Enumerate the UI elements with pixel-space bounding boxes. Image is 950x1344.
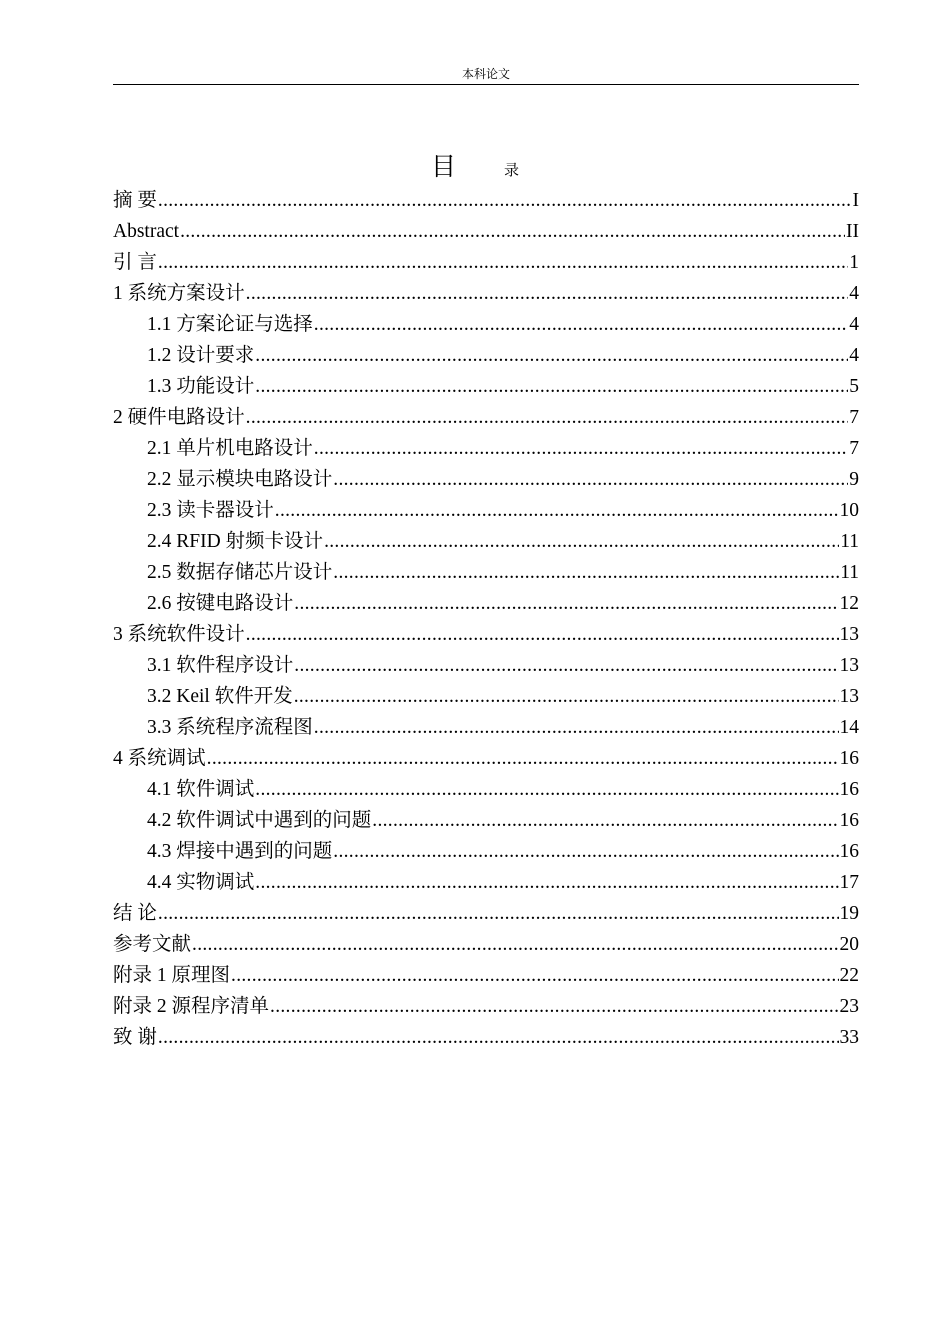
toc-dot-leader bbox=[314, 433, 848, 464]
toc-entry[interactable] bbox=[113, 402, 859, 433]
toc-entry[interactable] bbox=[113, 340, 859, 371]
toc-entry-page-number: 16 bbox=[839, 748, 859, 769]
toc-title-sub: 录 bbox=[504, 163, 520, 179]
toc-dot-leader bbox=[314, 309, 848, 340]
toc-entry-label: 2 硬件电路设计 bbox=[113, 407, 245, 428]
toc-entry-label: 2.2 显示模块电路设计 bbox=[147, 469, 333, 490]
toc-entry-page-number: 12 bbox=[839, 593, 859, 614]
toc-dot-leader bbox=[246, 278, 849, 309]
toc-entry-label: 3.2 Keil 软件开发 bbox=[147, 686, 293, 707]
toc-entry-page-number: 22 bbox=[839, 965, 859, 986]
toc-entry-page-number: I bbox=[852, 190, 859, 211]
toc-entry[interactable] bbox=[113, 960, 859, 991]
toc-entry[interactable] bbox=[113, 619, 859, 650]
toc-dot-leader bbox=[333, 836, 838, 867]
toc-entry-label: 2.5 数据存储芯片设计 bbox=[147, 562, 333, 583]
toc-dot-leader bbox=[207, 743, 839, 774]
toc-entry-label: 结 论 bbox=[113, 903, 157, 924]
toc-entry-page-number: 4 bbox=[849, 345, 859, 366]
toc-entry[interactable] bbox=[113, 743, 859, 774]
toc-entry-label: 1.3 功能设计 bbox=[147, 376, 255, 397]
toc-entry-page-number: 19 bbox=[839, 903, 859, 924]
toc-entry-label: 2.6 按键电路设计 bbox=[147, 593, 294, 614]
toc-entry[interactable] bbox=[113, 247, 859, 278]
toc-dot-leader bbox=[333, 557, 839, 588]
toc-dot-leader bbox=[294, 650, 838, 681]
toc-entry[interactable] bbox=[113, 464, 859, 495]
toc-dot-leader bbox=[158, 247, 848, 278]
toc-entry-label: 3 系统软件设计 bbox=[113, 624, 245, 645]
page-header bbox=[113, 66, 859, 85]
toc-entry-page-number: 10 bbox=[839, 500, 859, 521]
toc-dot-leader bbox=[158, 898, 839, 929]
toc-entry[interactable] bbox=[113, 557, 859, 588]
toc-entry-label: 4.2 软件调试中遇到的问题 bbox=[147, 810, 372, 831]
toc-entry[interactable] bbox=[113, 309, 859, 340]
toc-entry[interactable] bbox=[113, 991, 859, 1022]
toc-title bbox=[0, 152, 950, 187]
toc-entry-label: 4.1 软件调试 bbox=[147, 779, 255, 800]
table-of-contents bbox=[113, 185, 859, 1053]
toc-entry-page-number: 13 bbox=[839, 655, 859, 676]
toc-entry[interactable] bbox=[113, 1022, 859, 1053]
toc-entry-page-number: 33 bbox=[839, 1027, 859, 1048]
toc-entry-page-number: 9 bbox=[849, 469, 859, 490]
toc-entry-label: 4.3 焊接中遇到的问题 bbox=[147, 841, 333, 862]
toc-dot-leader bbox=[314, 712, 839, 743]
toc-entry[interactable] bbox=[113, 929, 859, 960]
toc-dot-leader bbox=[372, 805, 838, 836]
toc-entry-page-number: 20 bbox=[839, 934, 859, 955]
toc-title-main: 目 bbox=[430, 154, 456, 181]
toc-entry[interactable] bbox=[113, 185, 859, 216]
toc-entry-label: 参考文献 bbox=[113, 934, 192, 955]
toc-entry-label: 1.2 设计要求 bbox=[147, 345, 255, 366]
toc-entry-label: 2.4 RFID 射频卡设计 bbox=[147, 531, 324, 552]
toc-entry[interactable] bbox=[113, 681, 859, 712]
toc-dot-leader bbox=[246, 402, 849, 433]
toc-entry-page-number: 16 bbox=[839, 779, 859, 800]
toc-dot-leader bbox=[294, 588, 838, 619]
toc-dot-leader bbox=[231, 960, 838, 991]
toc-entry[interactable] bbox=[113, 836, 859, 867]
toc-dot-leader bbox=[324, 526, 839, 557]
toc-dot-leader bbox=[270, 991, 838, 1022]
toc-entry-label: 4.4 实物调试 bbox=[147, 872, 255, 893]
toc-entry-page-number: 16 bbox=[839, 841, 859, 862]
toc-entry-page-number: 5 bbox=[849, 376, 859, 397]
toc-entry-label: Abstract bbox=[113, 221, 180, 242]
toc-entry[interactable] bbox=[113, 433, 859, 464]
toc-entry[interactable] bbox=[113, 371, 859, 402]
toc-entry-page-number: 11 bbox=[840, 531, 859, 552]
toc-entry[interactable] bbox=[113, 774, 859, 805]
toc-entry-label: 致 谢 bbox=[113, 1027, 157, 1048]
toc-entry-label: 3.1 软件程序设计 bbox=[147, 655, 294, 676]
toc-dot-leader bbox=[180, 216, 845, 247]
toc-dot-leader bbox=[333, 464, 848, 495]
toc-entry-label: 引 言 bbox=[113, 252, 157, 273]
toc-entry[interactable] bbox=[113, 712, 859, 743]
toc-dot-leader bbox=[255, 340, 848, 371]
toc-entry-page-number: 13 bbox=[839, 686, 859, 707]
toc-entry[interactable] bbox=[113, 650, 859, 681]
toc-entry-label: 1.1 方案论证与选择 bbox=[147, 314, 313, 335]
toc-entry-page-number: 23 bbox=[839, 996, 859, 1017]
toc-entry-label: 1 系统方案设计 bbox=[113, 283, 245, 304]
toc-entry-label: 3.3 系统程序流程图 bbox=[147, 717, 313, 738]
toc-entry-page-number: 13 bbox=[839, 624, 859, 645]
toc-dot-leader bbox=[255, 867, 838, 898]
toc-entry[interactable] bbox=[113, 805, 859, 836]
toc-dot-leader bbox=[275, 495, 839, 526]
toc-entry[interactable] bbox=[113, 898, 859, 929]
toc-entry-page-number: II bbox=[846, 221, 859, 242]
toc-dot-leader bbox=[158, 185, 852, 216]
toc-entry[interactable] bbox=[113, 278, 859, 309]
toc-entry-page-number: 7 bbox=[849, 407, 859, 428]
toc-entry-page-number: 7 bbox=[849, 438, 859, 459]
toc-entry-label: 2.3 读卡器设计 bbox=[147, 500, 274, 521]
running-title: 本科论文 bbox=[461, 67, 510, 81]
toc-entry-page-number: 1 bbox=[849, 252, 859, 273]
toc-entry-label: 4 系统调试 bbox=[113, 748, 206, 769]
toc-entry-label: 附录 2 源程序清单 bbox=[113, 996, 270, 1017]
toc-entry-label: 附录 1 原理图 bbox=[113, 965, 231, 986]
toc-dot-leader bbox=[192, 929, 838, 960]
toc-entry[interactable] bbox=[113, 867, 859, 898]
toc-dot-leader bbox=[158, 1022, 839, 1053]
toc-entry[interactable] bbox=[113, 216, 859, 247]
toc-dot-leader bbox=[246, 619, 839, 650]
toc-entry-page-number: 16 bbox=[839, 810, 859, 831]
toc-dot-leader bbox=[294, 681, 839, 712]
toc-entry-page-number: 17 bbox=[839, 872, 859, 893]
toc-entry-label: 2.1 单片机电路设计 bbox=[147, 438, 313, 459]
toc-dot-leader bbox=[255, 774, 838, 805]
toc-entry-page-number: 14 bbox=[839, 717, 859, 738]
toc-entry[interactable] bbox=[113, 588, 859, 619]
toc-entry[interactable] bbox=[113, 495, 859, 526]
toc-entry-page-number: 4 bbox=[849, 283, 859, 304]
toc-dot-leader bbox=[255, 371, 848, 402]
toc-entry-page-number: 4 bbox=[849, 314, 859, 335]
toc-entry[interactable] bbox=[113, 526, 859, 557]
toc-entry-label: 摘 要 bbox=[113, 190, 157, 211]
toc-entry-page-number: 11 bbox=[840, 562, 859, 583]
